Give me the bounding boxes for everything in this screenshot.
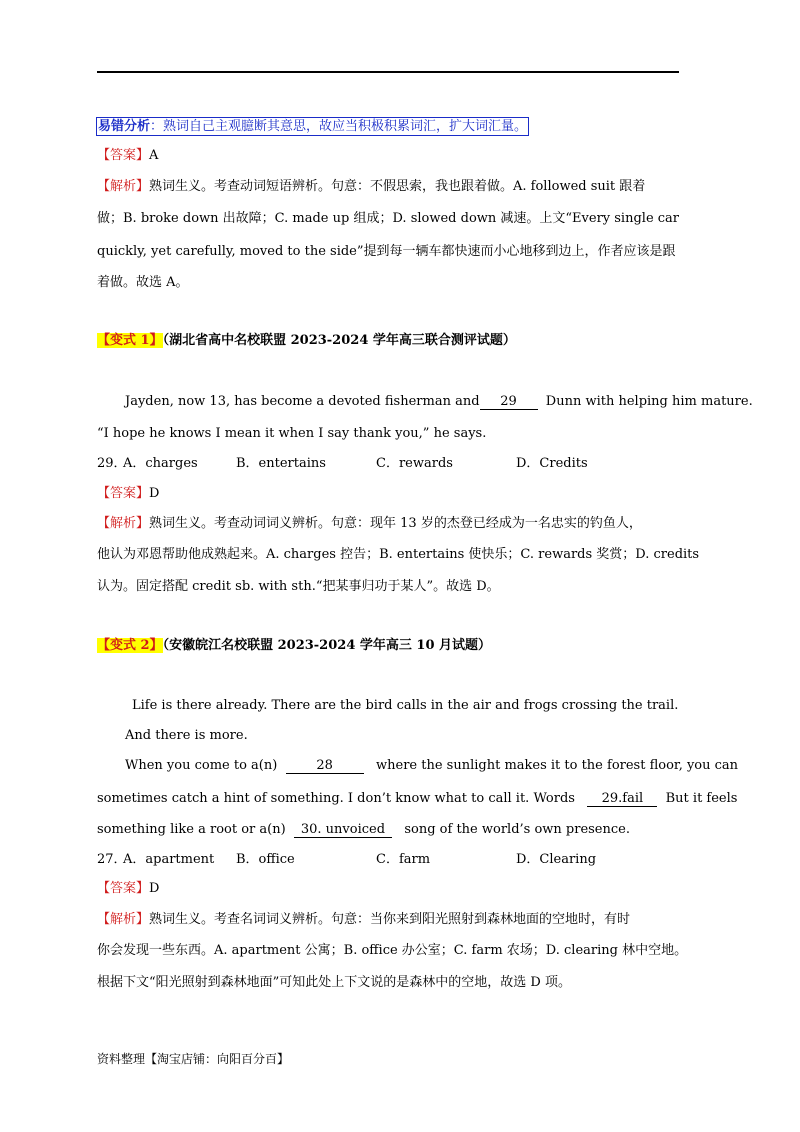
passage-text: Dunn with helping him mature.	[545, 394, 753, 409]
answer-value: D	[149, 486, 160, 501]
variant-tag: 【变式 1】	[97, 333, 163, 348]
v1-option-c: C．rewards	[376, 456, 453, 471]
v2-option-c: C．farm	[376, 852, 431, 867]
analysis-label: 【解析】	[97, 912, 150, 927]
blank-29: 29	[480, 394, 538, 410]
answer-label: 【答案】	[97, 486, 150, 501]
passage-text: When you come to a(n)	[125, 758, 278, 773]
passage-text: sometimes catch a hint of something. I don’t know what to call it. Words	[97, 791, 575, 806]
q1-analysis-line: 做；B. broke down 出故障；C. made up 组成；D. slowed down 减速。上文“Every single car	[97, 211, 680, 226]
v2-option-a: A．apartment	[123, 852, 215, 867]
answer-label: 【答案】	[97, 148, 150, 163]
v2-analysis-line	[97, 911, 630, 929]
answer-value: A	[149, 148, 159, 163]
variant-source: （湖北省高中名校联盟 2023-2024 学年高三联合测评试题）	[162, 333, 516, 348]
analysis-text: 熟词生义。考查动词短语辨析。句意：不假思索，我也跟着做。A. followed suit 跟着	[149, 179, 646, 194]
passage-text: where the sunlight makes it to the forest floor, you can	[376, 758, 739, 773]
v1-passage-line	[125, 393, 753, 411]
header-rule	[97, 71, 679, 73]
v2-question-number: 27．	[97, 852, 127, 867]
analysis-text: 熟词生义。考查动词词义辨析。句意：现年 13 岁的杰登已经成为一名忠实的钓鱼人，	[149, 516, 642, 531]
footer-note: 资料整理【淘宝店铺：向阳百分百】	[97, 1052, 290, 1066]
v1-option-a: A．charges	[123, 456, 198, 471]
q1-answer	[97, 147, 158, 165]
v1-analysis-line: 他认为邓恩帮助他成熟起来。A. charges 控告；B. entertains 使快乐；C. rewards 奖赏；D. credits	[97, 547, 700, 562]
v2-answer	[97, 880, 159, 898]
analysis-label: 【解析】	[97, 516, 150, 531]
v2-option-d: D．Clearing	[516, 852, 597, 867]
v1-analysis-line	[97, 515, 642, 533]
passage-text: something like a root or a(n)	[97, 822, 286, 837]
v1-question-number: 29．	[97, 456, 127, 471]
error-analysis-box	[96, 117, 529, 136]
variant-tag: 【变式 2】	[97, 638, 163, 653]
variant-source: （安徽皖江名校联盟 2023-2024 学年高三 10 月试题）	[162, 638, 492, 653]
v2-passage-line	[97, 821, 630, 839]
passage-text: But it feels	[665, 791, 738, 806]
analysis-text: 熟词生义。考查名词词义辨析。句意：当你来到阳光照射到森林地面的空地时，有时	[149, 912, 631, 927]
analysis-label: 【解析】	[97, 179, 150, 194]
error-analysis-label: 易错分析	[98, 119, 151, 134]
passage-text: Jayden, now 13, has become a devoted fisherman and	[125, 394, 480, 409]
answer-label: 【答案】	[97, 881, 150, 896]
passage-text: song of the world’s own presence.	[404, 822, 630, 837]
v2-passage-line: Life is there already. There are the bird calls in the air and frogs crossing the trail.	[132, 698, 679, 713]
blank-28: 28	[286, 758, 364, 774]
v1-analysis-line: 认为。固定搭配 credit sb. with sth.“把某事归功于某人”。故选 D。	[97, 579, 500, 594]
blank-29: 29.fail	[587, 791, 657, 807]
v2-passage-line	[125, 757, 738, 775]
q1-analysis-line: 着做。故选 A。	[97, 275, 189, 290]
blank-30: 30. unvoiced	[294, 822, 392, 838]
v1-answer	[97, 485, 159, 503]
v1-option-b: B．entertains	[236, 456, 326, 471]
v1-option-d: D．Credits	[516, 456, 588, 471]
q1-analysis-line: quickly, yet carefully, moved to the side”提到每一辆车都快速而小心地移到边上，作者应该是跟	[97, 244, 676, 259]
variant-2-heading	[97, 637, 491, 655]
v2-option-b: B．office	[236, 852, 295, 867]
v2-passage-line: And there is more.	[125, 728, 248, 743]
error-analysis-text: ：熟词自己主观臆断其意思，故应当积极积累词汇，扩大词汇量。	[150, 119, 528, 134]
answer-value: D	[149, 881, 160, 896]
variant-1-heading	[97, 332, 516, 350]
q1-analysis-line	[97, 178, 645, 196]
v2-analysis-line: 你会发现一些东西。A. apartment 公寓；B. office 办公室；C. farm 农场；D. clearing 林中空地。	[97, 943, 688, 958]
v1-passage-line: “I hope he knows I mean it when I say thank you,” he says.	[97, 426, 487, 441]
v2-passage-line	[97, 790, 737, 808]
v2-analysis-line: 根据下文“阳光照射到森林地面”可知此处上下文说的是森林中的空地，故选 D 项。	[97, 975, 571, 990]
